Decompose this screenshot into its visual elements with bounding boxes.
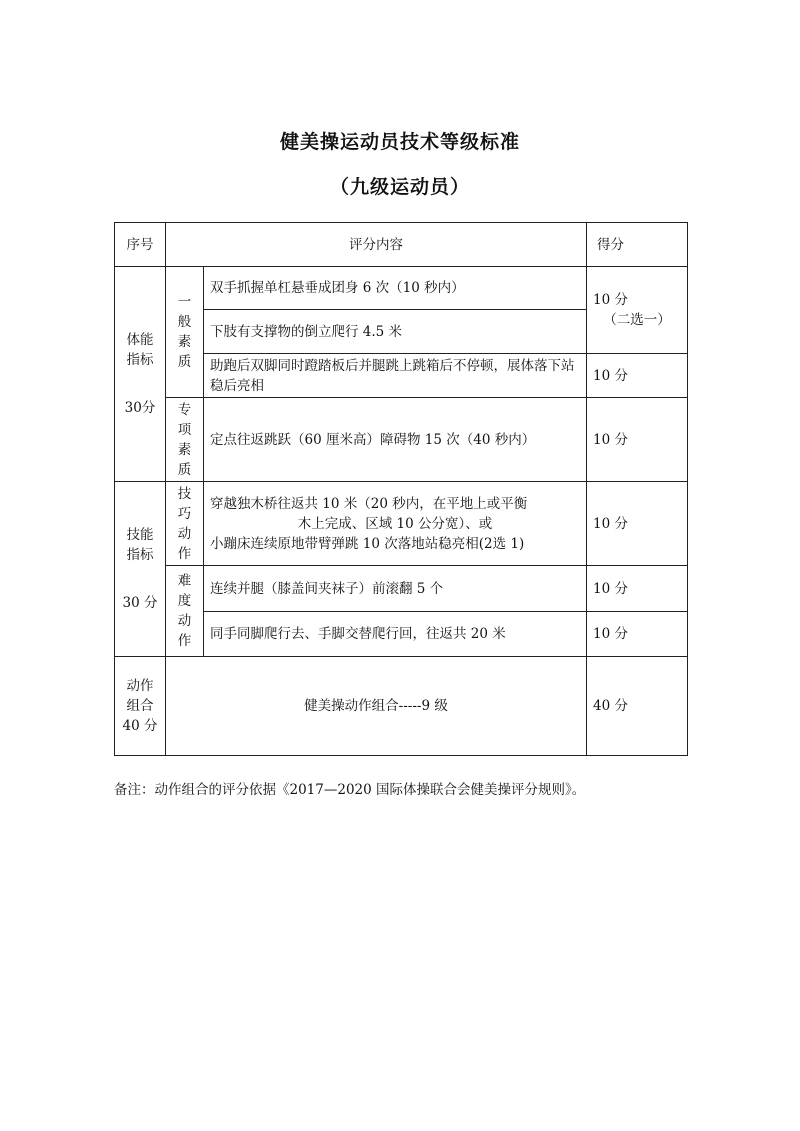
general-char: 一 <box>177 294 192 310</box>
skill-char: 技 <box>177 485 192 502</box>
group-fitness-line2: 指标 <box>126 352 154 368</box>
group-fitness-line1: 体能 <box>126 332 154 348</box>
general-char: 质 <box>177 354 192 370</box>
table-row <box>115 267 688 310</box>
group-skill-label <box>115 482 166 657</box>
skill-char: 巧 <box>177 505 192 522</box>
special-char: 素 <box>177 441 192 458</box>
row7-score: 10 分 <box>587 612 688 657</box>
document-title: 健美操运动员技术等级标准 <box>279 131 520 153</box>
combo-score: 40 分 <box>587 657 688 756</box>
row5-line3: 小蹦床连续原地带臂弹跳 10 次落地站稳亮相(2选 1) <box>210 535 525 552</box>
combo-content: 健美操动作组合-----9 级 <box>166 657 587 756</box>
header-content: 评分内容 <box>166 223 587 267</box>
special-quality-label <box>166 398 204 482</box>
header-seq: 序号 <box>115 223 166 267</box>
group-combo-line1: 动作 <box>126 678 154 694</box>
difficulty-char: 难 <box>177 573 192 589</box>
row7-content: 同手同脚爬行去、手脚交替爬行回，往返共 20 米 <box>204 612 587 657</box>
row5-content <box>204 482 587 566</box>
standards-table <box>114 222 688 756</box>
group-combo-line3: 40 分 <box>122 718 158 734</box>
document-subtitle: （九级运动员） <box>329 176 470 198</box>
row1-content: 双手抓握单杠悬垂成团身 6 次（10 秒内） <box>204 267 587 310</box>
row4-content: 定点往返跳跃（60 厘米高）障碍物 15 次（40 秒内） <box>204 398 587 482</box>
difficulty-char: 作 <box>177 633 192 649</box>
group-skill-line2: 指标 <box>126 547 154 563</box>
row5-line1: 穿越独木桥往返共 10 米（20 秒内，在平地上或平衡 <box>210 495 528 512</box>
group-combo-line2: 组合 <box>126 698 154 714</box>
special-char: 专 <box>177 401 192 418</box>
table-row <box>115 482 688 566</box>
general-quality-label <box>166 267 204 398</box>
table-row <box>115 566 688 612</box>
row12-score-line2: （二选一） <box>603 312 671 328</box>
group-combo-label <box>115 657 166 756</box>
difficulty-char: 度 <box>177 593 192 609</box>
group-fitness-points: 30分 <box>124 400 156 416</box>
row5-score: 10 分 <box>587 482 688 566</box>
table-header-row <box>115 223 688 267</box>
difficulty-char: 动 <box>177 613 192 629</box>
row12-score-line1: 10 分 <box>593 292 628 308</box>
table-row <box>115 398 688 482</box>
general-char: 般 <box>177 314 192 330</box>
difficulty-action-label <box>166 566 204 657</box>
row12-score <box>587 267 688 354</box>
footnote: 备注：动作组合的评分依据《2017—2020 国际体操联合会健美操评分规则》。 <box>114 782 586 798</box>
row4-score: 10 分 <box>587 398 688 482</box>
row5-line2: 木上完成、区域 10 公分宽）、或 <box>297 515 493 532</box>
group-fitness-label <box>115 267 166 482</box>
table-row <box>115 657 688 756</box>
group-skill-line1: 技能 <box>126 527 154 543</box>
skill-char: 作 <box>177 545 192 562</box>
row3-score: 10 分 <box>587 354 688 398</box>
row2-content: 下肢有支撑物的倒立爬行 4.5 米 <box>204 310 587 354</box>
row6-content: 连续并腿（膝盖间夹袜子）前滚翻 5 个 <box>204 566 587 612</box>
row3-content: 助跑后双脚同时蹬踏板后并腿跳上跳箱后不停顿，展体落下站稳后亮相 <box>204 354 587 398</box>
special-char: 质 <box>177 461 192 478</box>
skill-char: 动 <box>177 525 192 542</box>
header-score: 得分 <box>587 223 688 267</box>
group-skill-points: 30 分 <box>122 595 158 611</box>
row6-score: 10 分 <box>587 566 688 612</box>
special-char: 项 <box>177 421 192 438</box>
skill-action-label <box>166 482 204 566</box>
general-char: 素 <box>177 334 192 350</box>
